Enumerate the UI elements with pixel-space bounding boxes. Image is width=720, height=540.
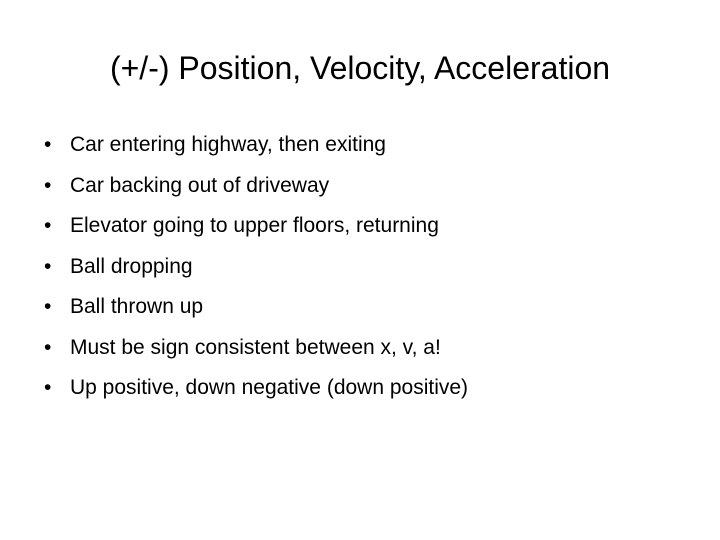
bullet-marker: • <box>44 376 52 399</box>
bullet-text: Car backing out of driveway <box>70 173 330 197</box>
bullet-text: Ball dropping <box>70 254 193 278</box>
bullet-marker: • <box>44 295 52 318</box>
bullet-marker: • <box>44 254 52 278</box>
bullet-text: Elevator going to upper floors, returning <box>70 214 439 237</box>
bullet-marker: • <box>44 214 52 237</box>
bullet-text: Car entering highway, then exiting <box>70 133 386 156</box>
bullet-text: Must be sign consistent between x, v, a! <box>70 335 441 359</box>
bullet-marker: • <box>44 335 52 359</box>
bullet-text: Up positive, down negative (down positive) <box>70 376 469 399</box>
bullet-text: Ball thrown up <box>70 295 204 318</box>
slide-title: (+/-) Position, Velocity, Acceleration <box>109 50 611 86</box>
bullet-marker: • <box>44 173 52 197</box>
bullet-marker: • <box>44 133 52 156</box>
